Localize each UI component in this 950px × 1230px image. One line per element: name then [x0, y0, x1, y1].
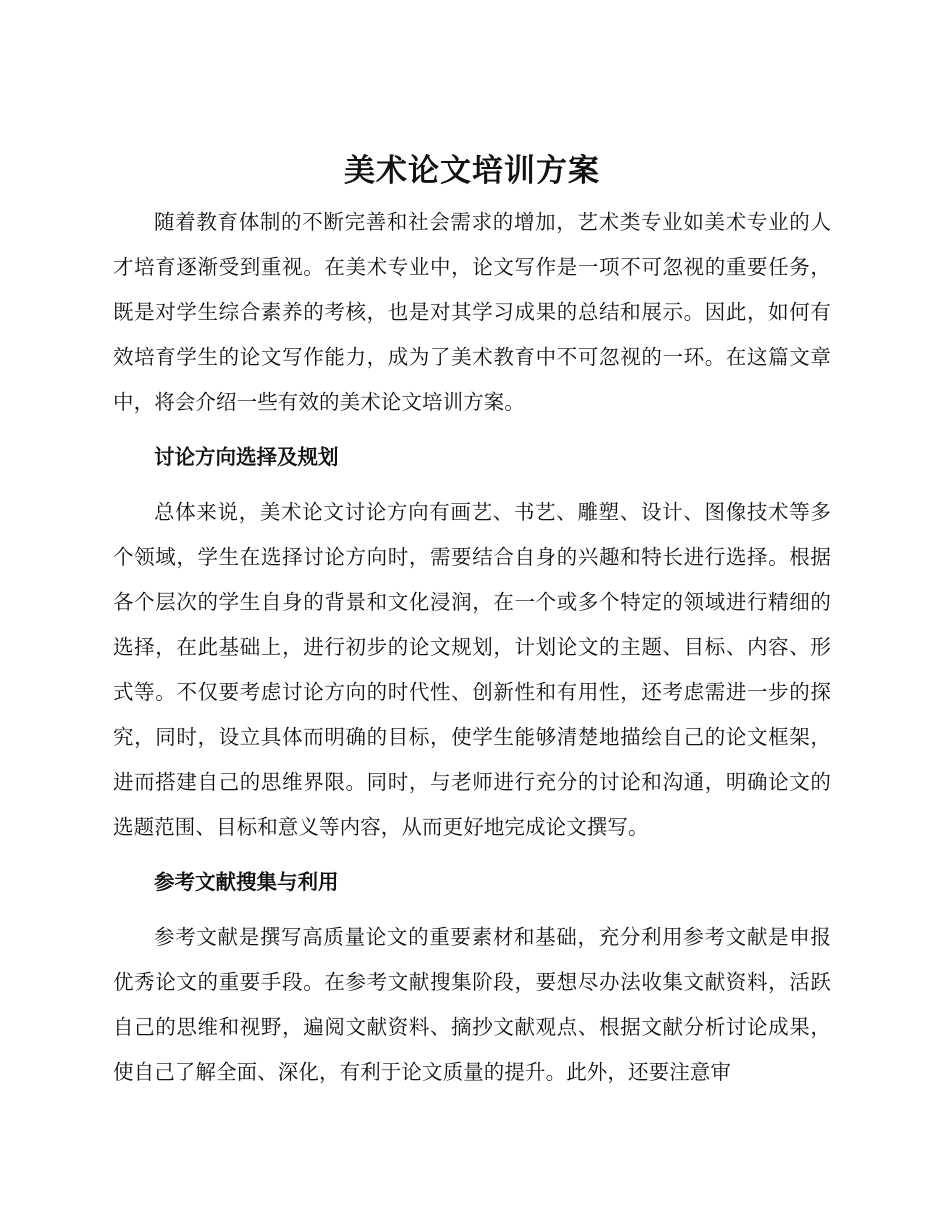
section-body-topic-selection: 总体来说，美术论文讨论方向有画艺、书艺、雕塑、设计、图像技术等多个领域，学生在选择讨论方向时，需要结合自身的兴趣和特长进行选择。根据各个层次的学生自身的背景和文化浸润，在一个或多个特定的领域进行精细的选择，在此基础上，进行初步的论文规划，计划论文的主题、目标、内容、形式等。不仅要考虑讨论方向的时代性、创新性和有用性，还考虑需进一步的探究，同时，设立具体而明确的目标，使学生能够清楚地描绘自己的论文框架，进而搭建自己的思维界限。同时，与老师进行充分的讨论和沟通，明确论文的选题范围、目标和意义等内容，从而更好地完成论文撰写。 [113, 500, 831, 839]
intro-paragraph: 随着教育体制的不断完善和社会需求的增加，艺术类专业如美术专业的人才培育逐渐受到重视。在美术专业中，论文写作是一项不可忽视的重要任务，既是对学生综合素养的考核，也是对其学习成果的总结和展示。因此，如何有效培育学生的论文写作能力，成为了美术教育中不可忽视的一环。在这篇文章中，将会介绍一些有效的美术论文培训方案。 [113, 210, 831, 414]
section-body-references: 参考文献是撰写高质量论文的重要素材和基础，充分利用参考文献是申报优秀论文的重要手段。在参考文献搜集阶段，要想尽办法收集文献资料，活跃自己的思维和视野，遍阅文献资料、摘抄文献观点、根据文献分析讨论成果，使自己了解全面、深化，有利于论文质量的提升。此外，还要注意审 [113, 925, 831, 1084]
section-heading-topic-selection: 讨论方向选择及规划 [154, 445, 339, 469]
document-title: 美术论文培训方案 [344, 153, 600, 189]
document-page [113, 148, 831, 1095]
section-heading-references: 参考文献搜集与利用 [154, 870, 339, 894]
